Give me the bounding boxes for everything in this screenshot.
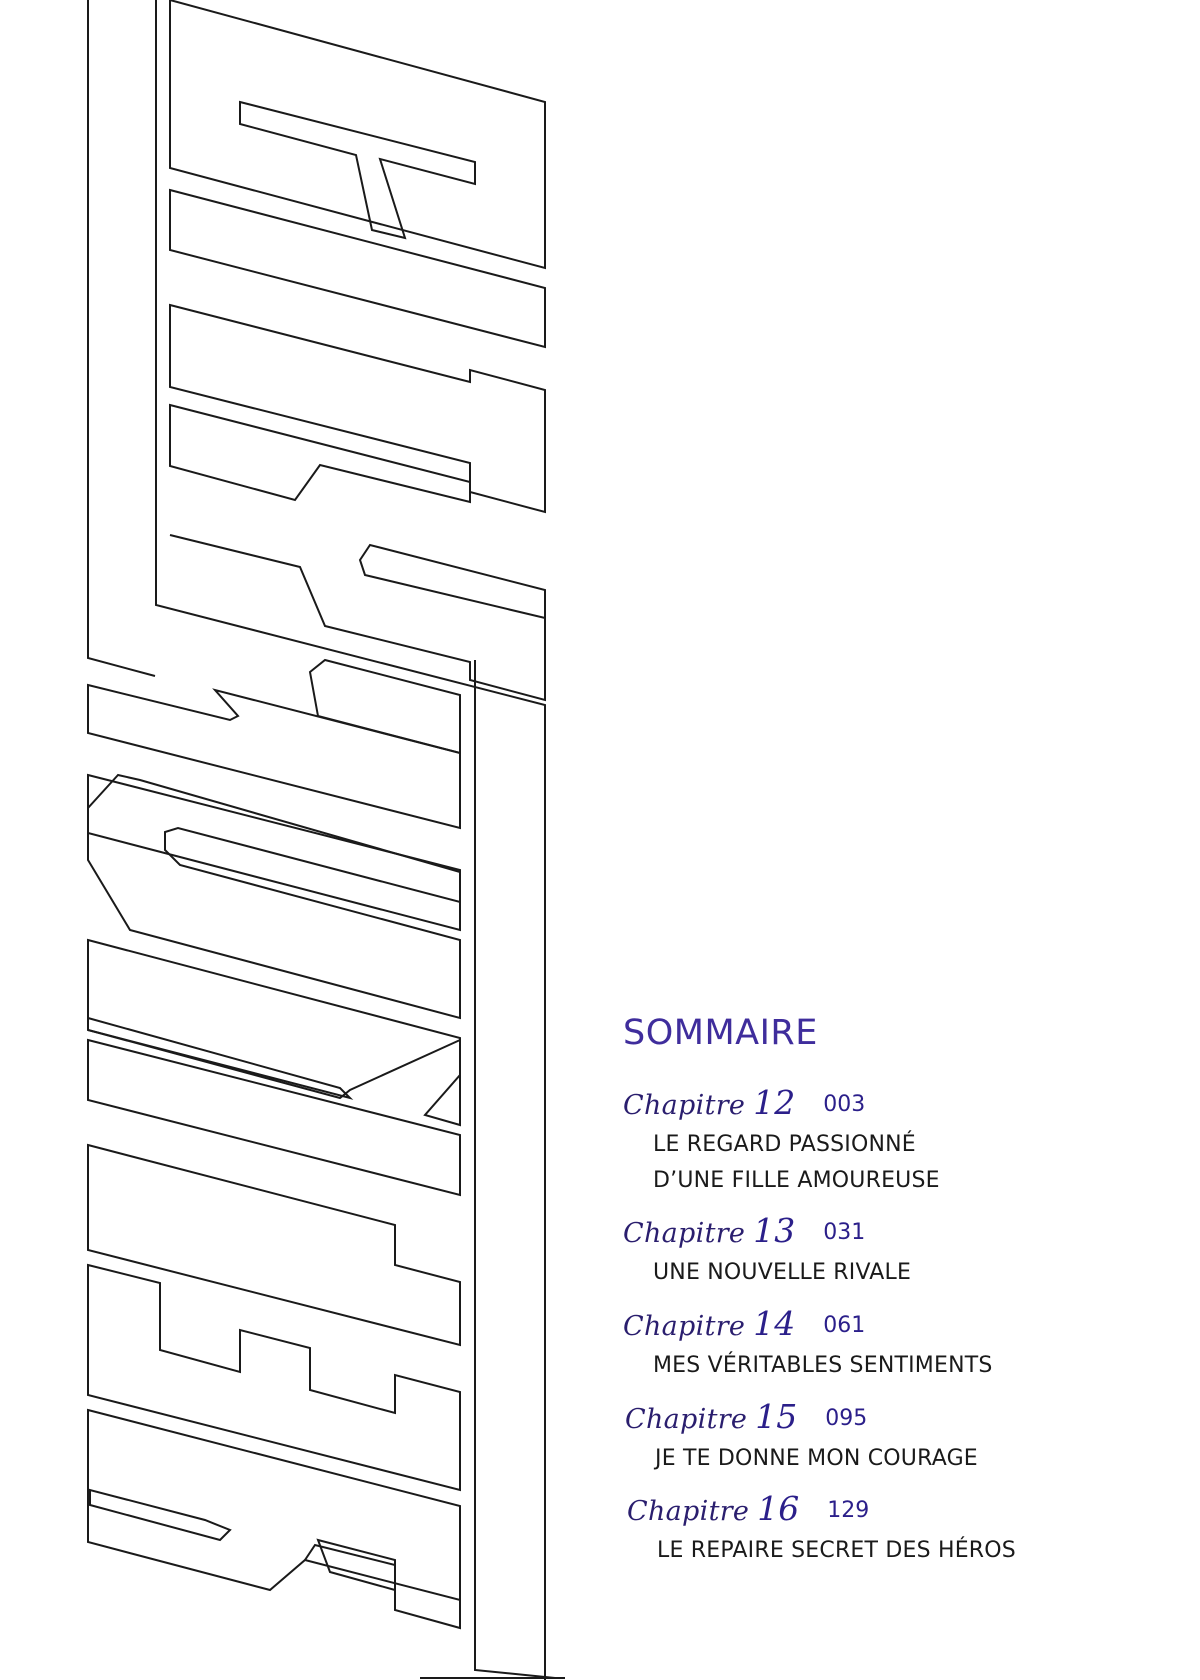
logo-letter-i [170,190,545,347]
chapter-label: Chapitre [625,1404,748,1435]
logo-letter-n-cross [88,1018,350,1098]
logo-frame-left [88,0,155,676]
logo-letter-h [88,685,460,828]
chapter-label: Chapitre [627,1496,750,1527]
chapter-page: 031 [823,1220,866,1245]
chapter-title-line: JE TE DONNE MON COURAGE [655,1446,978,1471]
chapter-title-line: LE REGARD PASSIONNÉ [653,1132,916,1157]
chapter-number: 15 [755,1397,798,1436]
chapter-title-line: D’UNE FILLE AMOUREUSE [653,1168,940,1193]
logo-letter-h-inner [310,660,460,753]
chapter-page: 095 [825,1406,868,1431]
chapter-number: 13 [753,1211,796,1250]
logo-frame-spine [475,660,555,1678]
chapter-number: 12 [753,1083,796,1122]
chapter-label: Chapitre [623,1218,746,1249]
chapter-page: 129 [827,1498,870,1523]
toc-entry-chapter-12[interactable] [623,1083,940,1199]
logo-letter-c [170,0,545,268]
toc-entry-chapter-13[interactable] [623,1211,911,1291]
logo-letter-y-lower [170,535,545,700]
chapter-title-line: UNE NOUVELLE RIVALE [653,1260,912,1285]
chapter-title-line: MES VÉRITABLES SENTIMENTS [653,1353,993,1378]
toc-entry-chapter-15[interactable] [625,1397,978,1477]
chapter-label: Chapitre [623,1090,746,1121]
chapter-page: 061 [823,1313,866,1338]
toc-title: SOMMAIRE [623,1013,818,1053]
logo-letter-e [88,1265,460,1490]
logo-letter-y [170,405,470,502]
logo-letter-u [88,775,460,1018]
chapter-number: 14 [753,1304,796,1343]
logo-letter-r-inner [90,1490,230,1540]
logo-letter-r-notch [318,1540,395,1590]
chapter-number: 16 [757,1489,800,1528]
logo-letter-t2 [88,1040,460,1195]
chapter-title-line: LE REPAIRE SECRET DES HÉROS [657,1538,1016,1563]
toc-entry-chapter-16[interactable] [627,1489,1016,1569]
chapter-page: 003 [823,1092,866,1117]
chapter-label: Chapitre [623,1311,746,1342]
logo-letter-t2-stem [88,1145,460,1345]
toc-entry-chapter-14[interactable] [623,1304,993,1384]
